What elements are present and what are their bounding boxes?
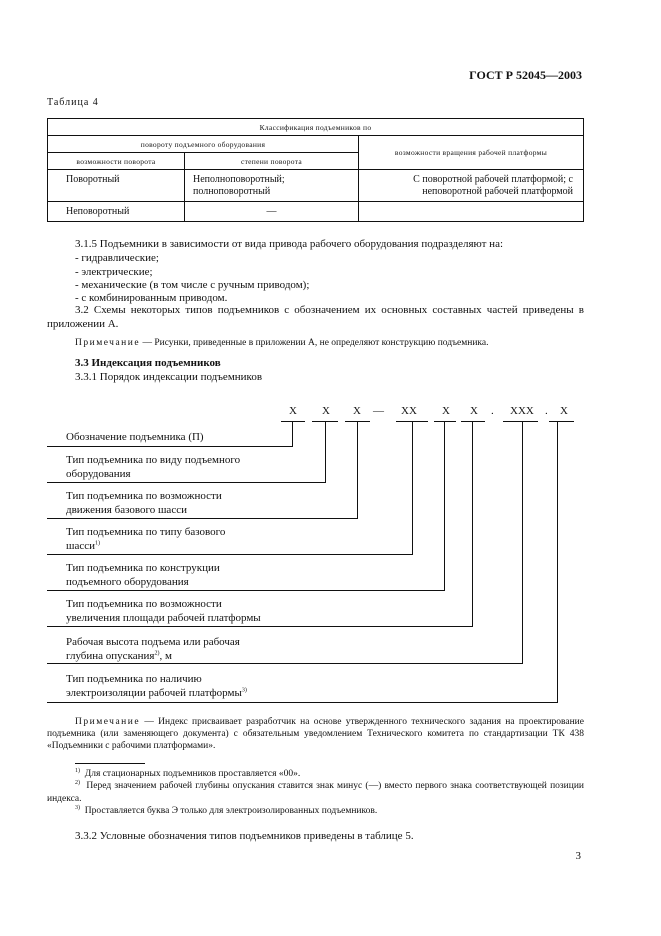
index-token: X	[470, 405, 478, 417]
list-item: - электрические;	[75, 266, 153, 278]
table-group1-header: повороту подъемного оборудования	[48, 136, 359, 153]
connector-line	[47, 518, 358, 519]
list-item: - гидравлические;	[75, 252, 159, 264]
paragraph-3-1-5: 3.1.5 Подъемники в зависимости от вида привода рабочего оборудования подразделяют на:	[75, 238, 504, 250]
section-subtitle: 3.3.1 Порядок индексации подъемников	[75, 371, 263, 383]
index-label: Тип подъемника по типу базового шасси$^{1)}$	[66, 526, 226, 552]
index-label: Тип подъемника по виду подъемного оборудования	[66, 454, 241, 480]
index-label: Тип подъемника по возможности движения базового шасси	[66, 490, 222, 516]
footnote: $^{3)}$ Проставляется буква Э только для электроизолированных подъемников.	[75, 804, 378, 816]
connector-line	[47, 590, 445, 591]
connector-line	[412, 421, 413, 555]
index-underline	[549, 421, 574, 422]
index-token: X	[560, 405, 568, 417]
connector-line	[557, 421, 558, 703]
paragraph-3-2: 3.2 Схемы некоторых типов подъемников с обозначением их основных составных частей приведены в приложении А.	[47, 304, 584, 330]
note-2	[47, 716, 584, 752]
index-underline	[503, 421, 538, 422]
table-cell: С поворотной рабочей платформой; с неповоротной рабочей платформой	[359, 170, 584, 202]
connector-line	[357, 421, 358, 519]
connector-line	[444, 421, 445, 591]
classification-table	[47, 118, 584, 222]
list-item: - с комбинированным приводом.	[75, 292, 228, 304]
note-text: — Рисунки, приведенные в приложении А, не определяют конструкцию подъемника.	[140, 338, 489, 348]
connector-line	[47, 446, 293, 447]
index-token: X	[353, 405, 361, 417]
section-title: 3.3 Индексация подъемников	[75, 357, 221, 369]
connector-line	[325, 421, 326, 483]
connector-line	[47, 702, 558, 703]
index-label: Тип подъемника по возможности увеличения площади рабочей платформы	[66, 598, 261, 624]
connector-line	[47, 482, 326, 483]
footnote-separator	[75, 763, 145, 764]
table-cell: Неповоротный	[48, 202, 185, 222]
connector-line	[47, 626, 473, 627]
table-row	[48, 202, 584, 222]
footnote: $^{2)}$ Перед значением рабочей глубины опускания ставится знак минус (—) вместо первого знака соответствующей позиции индекса.	[47, 779, 584, 804]
table-cell: —	[185, 202, 359, 222]
index-token: —	[373, 405, 384, 417]
table-sub1-header: возможности поворота	[48, 153, 185, 170]
note-1	[75, 337, 585, 349]
connector-line	[292, 421, 293, 447]
paragraph-3-3-2: 3.3.2 Условные обозначения типов подъемников приведены в таблице 5.	[75, 830, 414, 842]
table-group2-header: возможности вращения рабочей платформы	[359, 136, 584, 170]
table-cell: Неполноповоротный; полноповоротный	[185, 170, 359, 202]
table-main-header: Классификация подъемников по	[48, 119, 584, 136]
table-sub2-header: степени поворота	[185, 153, 359, 170]
index-token: X	[289, 405, 297, 417]
table-caption: Таблица 4	[47, 97, 99, 108]
page-number: 3	[575, 850, 581, 862]
note-label: Примечание	[75, 717, 141, 727]
index-token: X	[442, 405, 450, 417]
index-token: .	[491, 405, 494, 417]
index-token: .	[545, 405, 548, 417]
index-token: XX	[401, 405, 417, 417]
index-label: Обозначение подъемника (П)	[66, 431, 204, 443]
connector-line	[472, 421, 473, 627]
index-label: Тип подъемника по конструкции подъемного оборудования	[66, 562, 220, 588]
index-label: Рабочая высота подъема или рабочая глубина опускания$^{2)}$, м	[66, 636, 240, 662]
connector-line	[47, 554, 413, 555]
connector-line	[47, 663, 523, 664]
list-item: - механические (в том числе с ручным приводом);	[75, 279, 310, 291]
index-label: Тип подъемника по наличию электроизоляции рабочей платформы$^{3)}$	[66, 673, 247, 699]
index-token: XXX	[510, 405, 534, 417]
table-row	[48, 170, 584, 202]
table-cell: Поворотный	[48, 170, 185, 202]
note-text: — Индекс присваивает разработчик на основе утвержденного технического задания на проектирование подъемника (или заменяющего документа) с обязательным уведомлением Технического комитета по стандартизации ТК 438 «Подъемники с рабочими платформами».	[47, 717, 584, 751]
document-id: ГОСТ Р 52045—2003	[469, 68, 582, 82]
footnote: $^{1)}$ Для стационарных подъемников проставляется «00».	[75, 767, 301, 779]
table-cell	[359, 202, 584, 222]
index-token: X	[322, 405, 330, 417]
note-label: Примечание	[75, 338, 141, 348]
connector-line	[522, 421, 523, 664]
